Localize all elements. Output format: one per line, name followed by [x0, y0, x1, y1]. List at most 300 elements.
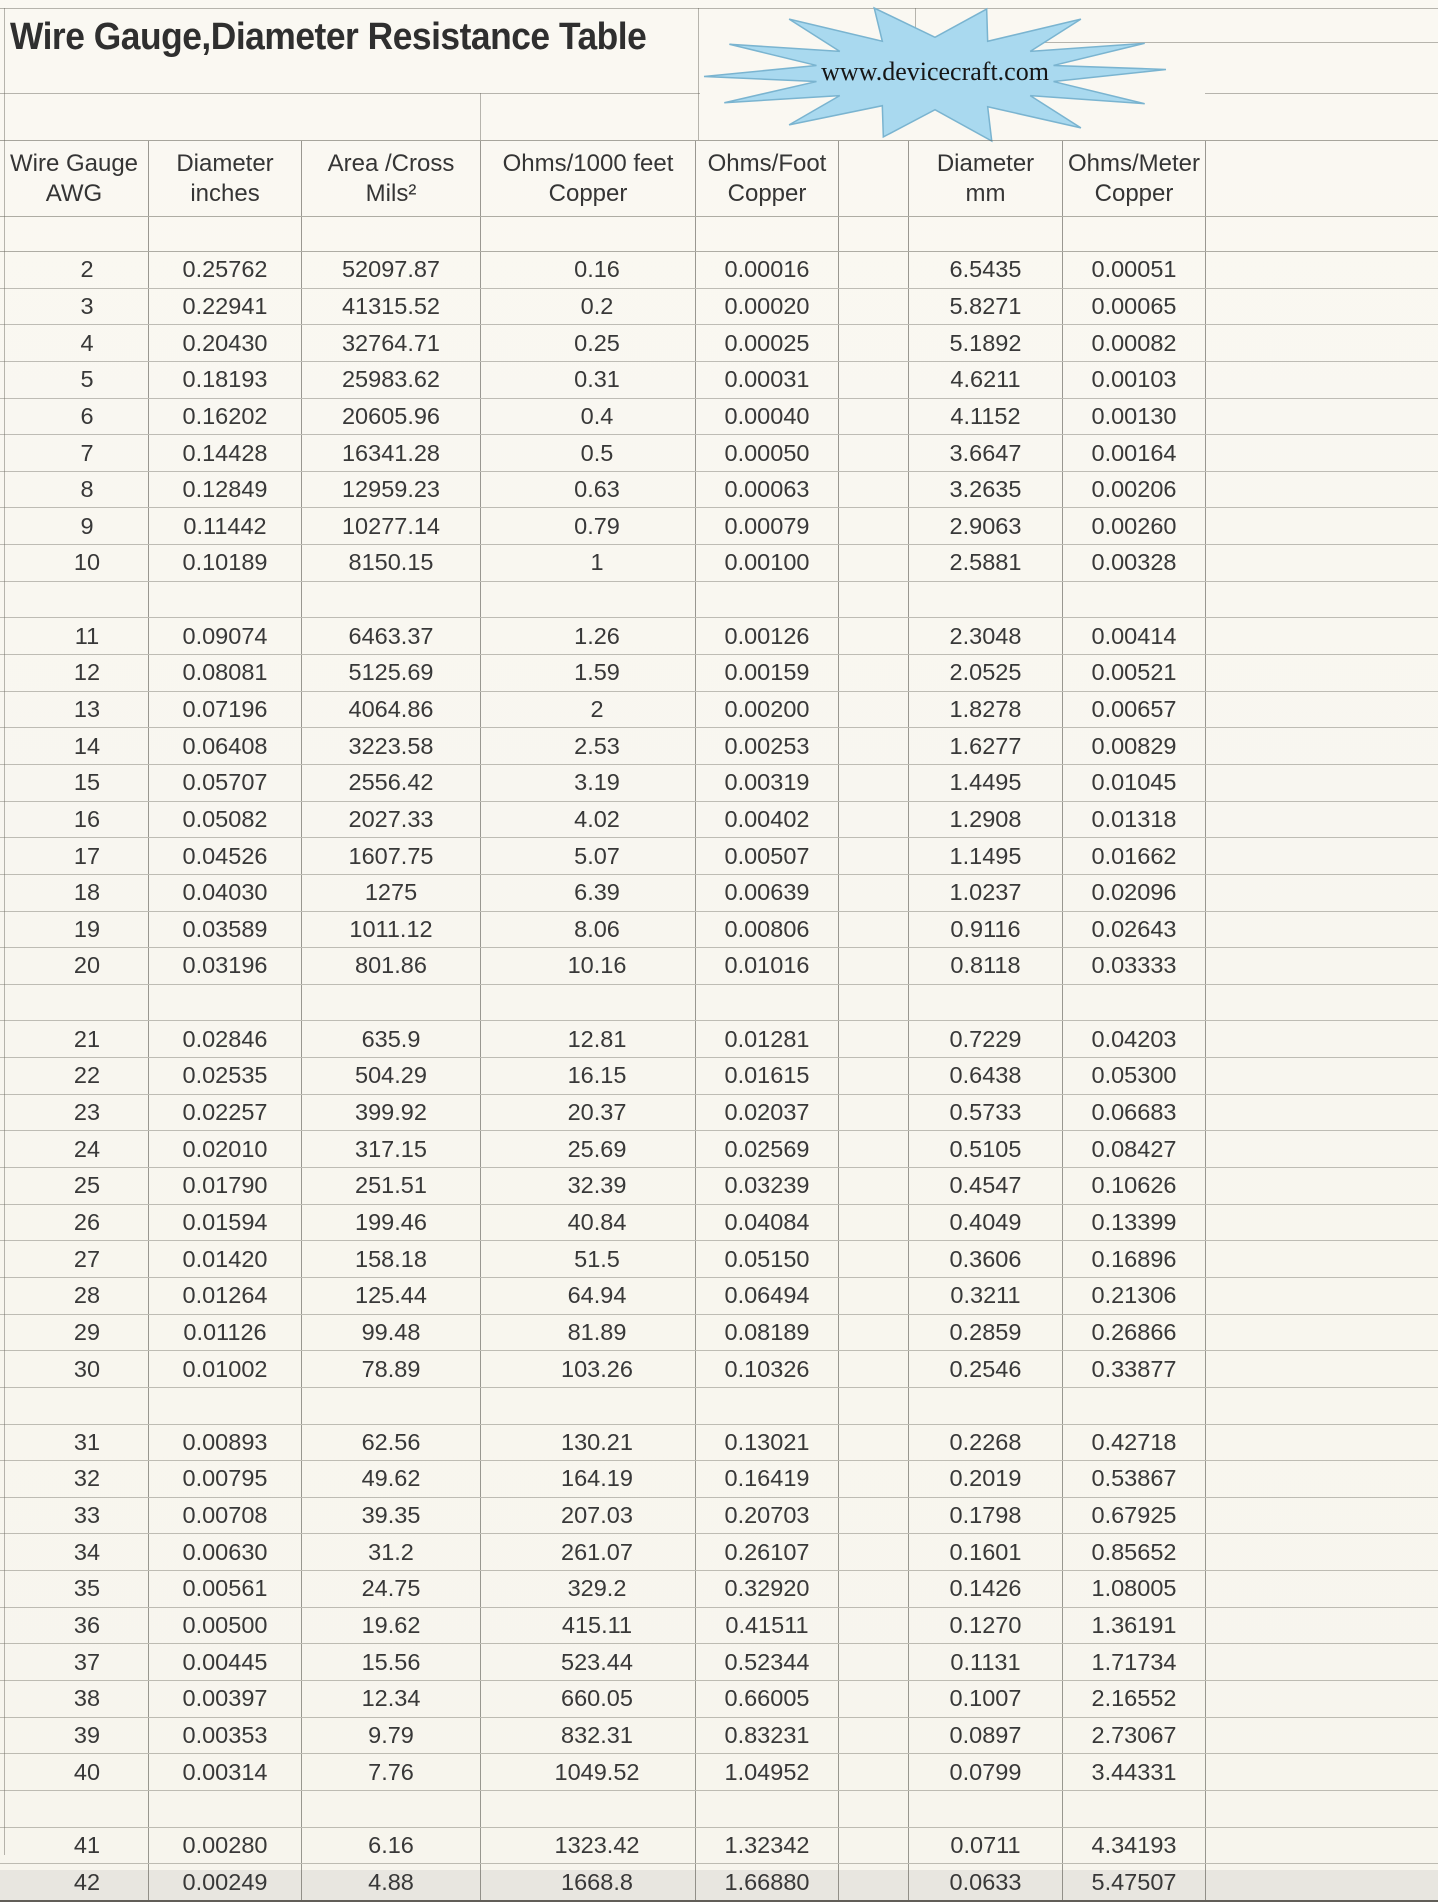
cell-margin — [1205, 545, 1438, 581]
cell-gap — [838, 1095, 908, 1131]
cell-margin — [1205, 325, 1438, 361]
cell-diameter-mm — [908, 1791, 1062, 1827]
cell-awg: 8 — [80, 476, 94, 503]
cell-awg: 34 — [73, 1538, 101, 1565]
cell-margin — [1205, 1388, 1438, 1424]
cell-diameter-mm: 0.0799 — [908, 1754, 1062, 1790]
starburst-badge — [702, 3, 1168, 144]
cell-diameter-inches: 0.02010 — [148, 1131, 301, 1167]
cell-ohms-meter: 0.21306 — [1062, 1278, 1205, 1314]
cell-margin — [1205, 1058, 1438, 1094]
cell-gap — [838, 325, 908, 361]
cell-ohms-foot: 1.32342 — [695, 1828, 838, 1864]
cell-awg: 5 — [80, 366, 94, 393]
cell-margin — [1205, 1168, 1438, 1204]
cell-diameter-inches — [148, 985, 301, 1021]
cell-ohms-1000ft — [480, 985, 695, 1021]
cell-diameter-inches: 0.02257 — [148, 1095, 301, 1131]
cell-gap — [838, 1608, 908, 1644]
cell-ohms-meter: 3.44331 — [1062, 1754, 1205, 1790]
table-row — [0, 1681, 1438, 1718]
cell-margin — [1205, 728, 1438, 764]
cell-margin — [1205, 1681, 1438, 1717]
cell-ohms-foot: 0.02037 — [695, 1095, 838, 1131]
cell-ohms-foot: 0.20703 — [695, 1498, 838, 1534]
cell-ohms-meter — [1062, 582, 1205, 618]
cell-margin — [1205, 289, 1438, 325]
cell-area-mils — [301, 582, 480, 618]
cell-gap — [838, 1754, 908, 1790]
cell-awg — [0, 582, 148, 618]
cell-ohms-foot: 0.00020 — [695, 289, 838, 325]
table-row — [0, 1644, 1438, 1681]
cell-ohms-foot: 0.41511 — [695, 1608, 838, 1644]
cell-ohms-meter: 0.00206 — [1062, 472, 1205, 508]
column-header-line2: AWG — [45, 179, 103, 207]
cell-diameter-mm: 1.1495 — [908, 838, 1062, 874]
cell-diameter-mm: 0.2859 — [908, 1315, 1062, 1351]
cell-diameter-mm: 2.3048 — [908, 618, 1062, 654]
cell-ohms-meter: 0.01045 — [1062, 765, 1205, 801]
cell-margin — [1205, 692, 1438, 728]
cell-margin — [1205, 875, 1438, 911]
cell-ohms-meter: 0.00414 — [1062, 618, 1205, 654]
cell-diameter-inches: 0.22941 — [148, 289, 301, 325]
table-row — [0, 1131, 1438, 1168]
cell-gap — [838, 1718, 908, 1754]
table-row — [0, 655, 1438, 692]
spacer-cell — [1062, 217, 1205, 251]
cell-margin — [1205, 362, 1438, 398]
cell-diameter-inches: 0.00314 — [148, 1754, 301, 1790]
cell-gap — [838, 1058, 908, 1094]
cell-ohms-meter: 0.00829 — [1062, 728, 1205, 764]
table-row — [0, 765, 1438, 802]
table-row — [0, 289, 1438, 326]
cell-ohms-meter — [1062, 985, 1205, 1021]
cell-margin — [1205, 948, 1438, 984]
cell-ohms-1000ft: 415.11 — [480, 1608, 695, 1644]
cell-ohms-meter: 1.36191 — [1062, 1608, 1205, 1644]
cell-margin — [1205, 1425, 1438, 1461]
spacer-cell — [301, 217, 480, 251]
cell-ohms-meter: 5.47507 — [1062, 1864, 1205, 1900]
cell-diameter-inches: 0.10189 — [148, 545, 301, 581]
cell-ohms-1000ft: 1 — [480, 545, 695, 581]
cell-awg: 26 — [73, 1208, 101, 1235]
cell-awg: 3 — [80, 292, 94, 319]
column-header-line2: Copper — [727, 179, 807, 207]
column-header-area-mils — [301, 141, 480, 216]
cell-ohms-foot: 0.00639 — [695, 875, 838, 911]
cell-ohms-foot: 0.00507 — [695, 838, 838, 874]
cell-ohms-1000ft — [480, 1388, 695, 1424]
cell-gap — [838, 1498, 908, 1534]
website-url: www.devicecraft.com — [821, 57, 1049, 86]
cell-ohms-foot — [695, 985, 838, 1021]
table-row — [0, 1278, 1438, 1315]
cell-area-mils: 199.46 — [301, 1205, 480, 1241]
cell-ohms-1000ft: 1323.42 — [480, 1828, 695, 1864]
cell-awg: 29 — [73, 1318, 101, 1345]
cell-ohms-foot: 0.32920 — [695, 1571, 838, 1607]
cell-ohms-meter: 0.01318 — [1062, 802, 1205, 838]
table-row — [0, 1571, 1438, 1608]
cell-area-mils: 504.29 — [301, 1058, 480, 1094]
cell-ohms-meter: 0.00065 — [1062, 289, 1205, 325]
table-row — [0, 1828, 1438, 1865]
cell-awg: 30 — [73, 1355, 101, 1382]
cell-diameter-mm: 0.2546 — [908, 1351, 1062, 1387]
cell-margin — [1205, 1864, 1438, 1900]
cell-ohms-1000ft: 0.4 — [480, 399, 695, 435]
cell-diameter-mm: 2.9063 — [908, 508, 1062, 544]
spacer-cell — [480, 217, 695, 251]
cell-awg: 19 — [73, 915, 101, 942]
column-header-margin — [1205, 141, 1438, 216]
cell-gap — [838, 1205, 908, 1241]
cell-area-mils: 2027.33 — [301, 802, 480, 838]
cell-ohms-meter: 0.03333 — [1062, 948, 1205, 984]
cell-gap — [838, 1864, 908, 1900]
cell-ohms-meter: 0.02096 — [1062, 875, 1205, 911]
cell-diameter-inches: 0.04526 — [148, 838, 301, 874]
cell-ohms-meter: 0.05300 — [1062, 1058, 1205, 1094]
wire-gauge-table — [0, 140, 1438, 1902]
cell-area-mils: 635.9 — [301, 1021, 480, 1057]
cell-ohms-meter: 0.00657 — [1062, 692, 1205, 728]
cell-ohms-1000ft: 523.44 — [480, 1644, 695, 1680]
cell-margin — [1205, 1608, 1438, 1644]
cell-diameter-mm: 1.6277 — [908, 728, 1062, 764]
cell-area-mils: 4.88 — [301, 1864, 480, 1900]
cell-awg: 2 — [80, 256, 94, 283]
cell-diameter-mm: 0.4547 — [908, 1168, 1062, 1204]
cell-ohms-1000ft: 2 — [480, 692, 695, 728]
table-row — [0, 1718, 1438, 1755]
cell-gap — [838, 362, 908, 398]
table-row — [0, 1205, 1438, 1242]
cell-area-mils: 24.75 — [301, 1571, 480, 1607]
cell-diameter-inches: 0.11442 — [148, 508, 301, 544]
cell-ohms-foot: 0.01016 — [695, 948, 838, 984]
cell-awg: 7 — [80, 439, 94, 466]
spacer-cell — [908, 217, 1062, 251]
column-header-line1: Ohms/1000 feet — [502, 150, 674, 178]
cell-gap — [838, 1315, 908, 1351]
cell-area-mils: 5125.69 — [301, 655, 480, 691]
cell-diameter-inches: 0.14428 — [148, 435, 301, 471]
table-row — [0, 1864, 1438, 1902]
cell-ohms-foot: 0.02569 — [695, 1131, 838, 1167]
cell-awg: 9 — [80, 512, 94, 539]
cell-diameter-inches: 0.04030 — [148, 875, 301, 911]
cell-awg: 31 — [73, 1428, 101, 1455]
cell-diameter-inches: 0.01790 — [148, 1168, 301, 1204]
cell-gap — [838, 399, 908, 435]
cell-ohms-1000ft: 51.5 — [480, 1241, 695, 1277]
cell-ohms-foot: 0.00319 — [695, 765, 838, 801]
cell-gap — [838, 1791, 908, 1827]
cell-area-mils: 62.56 — [301, 1425, 480, 1461]
cell-ohms-1000ft: 8.06 — [480, 912, 695, 948]
cell-ohms-meter: 0.13399 — [1062, 1205, 1205, 1241]
column-header-diameter-inches — [148, 141, 301, 216]
cell-ohms-foot: 0.05150 — [695, 1241, 838, 1277]
cell-ohms-meter: 4.34193 — [1062, 1828, 1205, 1864]
cell-margin — [1205, 618, 1438, 654]
cell-ohms-1000ft: 1668.8 — [480, 1864, 695, 1900]
cell-ohms-1000ft: 1.59 — [480, 655, 695, 691]
cell-area-mils: 317.15 — [301, 1131, 480, 1167]
cell-diameter-inches: 0.00500 — [148, 1608, 301, 1644]
cell-area-mils: 10277.14 — [301, 508, 480, 544]
cell-gap — [838, 985, 908, 1021]
cell-ohms-foot: 0.03239 — [695, 1168, 838, 1204]
cell-gap — [838, 435, 908, 471]
column-header-line1: Diameter — [936, 150, 1035, 178]
cell-awg: 10 — [73, 549, 101, 576]
cell-area-mils: 31.2 — [301, 1534, 480, 1570]
cell-ohms-1000ft: 329.2 — [480, 1571, 695, 1607]
cell-diameter-inches: 0.02535 — [148, 1058, 301, 1094]
cell-ohms-meter: 0.08427 — [1062, 1131, 1205, 1167]
cell-ohms-1000ft: 1049.52 — [480, 1754, 695, 1790]
table-body — [0, 252, 1438, 1902]
cell-ohms-meter: 0.53867 — [1062, 1461, 1205, 1497]
cell-diameter-mm: 0.3211 — [908, 1278, 1062, 1314]
column-header-line2: mm — [965, 179, 1006, 207]
cell-awg: 22 — [73, 1062, 101, 1089]
cell-margin — [1205, 1095, 1438, 1131]
table-row — [0, 1058, 1438, 1095]
column-header-ohms-1000ft — [480, 141, 695, 216]
cell-awg: 4 — [80, 329, 94, 356]
cell-area-mils: 12959.23 — [301, 472, 480, 508]
cell-ohms-1000ft: 0.2 — [480, 289, 695, 325]
cell-area-mils: 78.89 — [301, 1351, 480, 1387]
cell-ohms-meter: 0.10626 — [1062, 1168, 1205, 1204]
group-spacer-row — [0, 582, 1438, 619]
cell-diameter-inches: 0.02846 — [148, 1021, 301, 1057]
cell-area-mils: 41315.52 — [301, 289, 480, 325]
spacer-cell — [1205, 217, 1438, 251]
cell-ohms-1000ft — [480, 582, 695, 618]
table-row — [0, 802, 1438, 839]
column-header-line1: Diameter — [176, 150, 274, 178]
cell-gap — [838, 1388, 908, 1424]
cell-ohms-1000ft: 10.16 — [480, 948, 695, 984]
cell-area-mils: 6463.37 — [301, 618, 480, 654]
cell-diameter-mm: 5.8271 — [908, 289, 1062, 325]
cell-diameter-inches: 0.01126 — [148, 1315, 301, 1351]
cell-diameter-inches: 0.09074 — [148, 618, 301, 654]
cell-margin — [1205, 1131, 1438, 1167]
cell-diameter-mm: 0.2019 — [908, 1461, 1062, 1497]
cell-ohms-foot: 0.00040 — [695, 399, 838, 435]
cell-margin — [1205, 252, 1438, 288]
cell-margin — [1205, 1351, 1438, 1387]
table-row — [0, 399, 1438, 436]
cell-awg: 35 — [73, 1575, 101, 1602]
page-title: Wire Gauge,Diameter Resistance Table — [10, 16, 647, 58]
cell-gap — [838, 948, 908, 984]
cell-gap — [838, 289, 908, 325]
cell-area-mils: 32764.71 — [301, 325, 480, 361]
cell-diameter-mm: 0.1798 — [908, 1498, 1062, 1534]
cell-diameter-mm: 0.3606 — [908, 1241, 1062, 1277]
cell-ohms-meter — [1062, 1791, 1205, 1827]
cell-ohms-1000ft: 20.37 — [480, 1095, 695, 1131]
table-row — [0, 1168, 1438, 1205]
cell-ohms-foot: 0.83231 — [695, 1718, 838, 1754]
cell-ohms-foot: 0.16419 — [695, 1461, 838, 1497]
cell-ohms-1000ft: 832.31 — [480, 1718, 695, 1754]
cell-diameter-inches: 0.08081 — [148, 655, 301, 691]
cell-area-mils: 39.35 — [301, 1498, 480, 1534]
cell-area-mils — [301, 985, 480, 1021]
cell-diameter-inches: 0.00249 — [148, 1864, 301, 1900]
cell-diameter-inches: 0.00397 — [148, 1681, 301, 1717]
cell-gap — [838, 728, 908, 764]
cell-area-mils: 49.62 — [301, 1461, 480, 1497]
table-row — [0, 912, 1438, 949]
table-row — [0, 875, 1438, 912]
cell-gap — [838, 838, 908, 874]
cell-ohms-1000ft: 4.02 — [480, 802, 695, 838]
column-header-diameter-mm — [908, 141, 1062, 216]
cell-margin — [1205, 655, 1438, 691]
column-header-line1: Ohms/Meter — [1067, 150, 1201, 178]
column-header-line2: Copper — [1094, 179, 1174, 207]
cell-diameter-inches: 0.05082 — [148, 802, 301, 838]
cell-ohms-meter: 0.00328 — [1062, 545, 1205, 581]
cell-gap — [838, 1278, 908, 1314]
cell-area-mils: 4064.86 — [301, 692, 480, 728]
cell-ohms-foot: 0.00016 — [695, 252, 838, 288]
cell-gap — [838, 692, 908, 728]
cell-ohms-1000ft: 0.5 — [480, 435, 695, 471]
cell-margin — [1205, 582, 1438, 618]
cell-ohms-1000ft: 0.63 — [480, 472, 695, 508]
cell-ohms-meter: 0.01662 — [1062, 838, 1205, 874]
cell-ohms-foot: 1.04952 — [695, 1754, 838, 1790]
cell-ohms-foot: 0.00063 — [695, 472, 838, 508]
cell-margin — [1205, 1498, 1438, 1534]
cell-ohms-1000ft: 207.03 — [480, 1498, 695, 1534]
cell-ohms-foot: 0.00126 — [695, 618, 838, 654]
cell-ohms-foot: 0.08189 — [695, 1315, 838, 1351]
cell-diameter-inches: 0.12849 — [148, 472, 301, 508]
cell-ohms-1000ft: 0.25 — [480, 325, 695, 361]
cell-diameter-mm: 0.0633 — [908, 1864, 1062, 1900]
cell-diameter-mm: 0.7229 — [908, 1021, 1062, 1057]
cell-gap — [838, 1351, 908, 1387]
cell-awg: 33 — [73, 1502, 101, 1529]
cell-diameter-inches: 0.03589 — [148, 912, 301, 948]
cell-ohms-1000ft: 64.94 — [480, 1278, 695, 1314]
cell-gap — [838, 1644, 908, 1680]
cell-ohms-foot: 0.00200 — [695, 692, 838, 728]
cell-gap — [838, 1571, 908, 1607]
table-row — [0, 1351, 1438, 1388]
cell-gap — [838, 252, 908, 288]
cell-ohms-foot — [695, 1791, 838, 1827]
cell-diameter-inches: 0.01420 — [148, 1241, 301, 1277]
cell-ohms-foot: 0.26107 — [695, 1534, 838, 1570]
cell-awg: 6 — [80, 402, 94, 429]
cell-ohms-1000ft — [480, 1791, 695, 1827]
cell-ohms-1000ft: 130.21 — [480, 1425, 695, 1461]
cell-area-mils: 1275 — [301, 875, 480, 911]
table-row — [0, 1461, 1438, 1498]
column-header-gap — [838, 141, 908, 216]
cell-margin — [1205, 399, 1438, 435]
cell-ohms-1000ft: 5.07 — [480, 838, 695, 874]
cell-awg: 16 — [73, 805, 101, 832]
column-header-line2: Mils² — [365, 179, 417, 207]
cell-area-mils: 801.86 — [301, 948, 480, 984]
cell-awg: 18 — [73, 879, 101, 906]
cell-awg: 42 — [73, 1868, 101, 1895]
cell-ohms-foot: 0.00100 — [695, 545, 838, 581]
cell-diameter-inches — [148, 1388, 301, 1424]
cell-diameter-mm: 0.1601 — [908, 1534, 1062, 1570]
cell-ohms-foot: 0.52344 — [695, 1644, 838, 1680]
cell-awg: 11 — [74, 622, 100, 649]
cell-ohms-meter: 0.67925 — [1062, 1498, 1205, 1534]
cell-ohms-meter: 0.00260 — [1062, 508, 1205, 544]
cell-diameter-mm: 0.1007 — [908, 1681, 1062, 1717]
cell-ohms-meter: 0.00130 — [1062, 399, 1205, 435]
cell-diameter-mm: 0.2268 — [908, 1425, 1062, 1461]
cell-area-mils — [301, 1388, 480, 1424]
cell-awg: 24 — [73, 1135, 101, 1162]
cell-awg: 20 — [73, 952, 101, 979]
cell-awg: 14 — [73, 732, 101, 759]
cell-margin — [1205, 1754, 1438, 1790]
cell-margin — [1205, 1828, 1438, 1864]
table-row — [0, 838, 1438, 875]
cell-area-mils: 99.48 — [301, 1315, 480, 1351]
cell-ohms-foot: 0.00050 — [695, 435, 838, 471]
cell-ohms-meter: 2.16552 — [1062, 1681, 1205, 1717]
cell-ohms-1000ft: 1.26 — [480, 618, 695, 654]
cell-diameter-mm — [908, 985, 1062, 1021]
column-header-ohms-foot — [695, 141, 838, 216]
table-row — [0, 325, 1438, 362]
spacer-cell — [148, 217, 301, 251]
cell-margin — [1205, 1278, 1438, 1314]
cell-diameter-mm: 0.4049 — [908, 1205, 1062, 1241]
cell-gap — [838, 1021, 908, 1057]
cell-ohms-meter: 0.16896 — [1062, 1241, 1205, 1277]
cell-area-mils: 19.62 — [301, 1608, 480, 1644]
cell-diameter-inches — [148, 1791, 301, 1827]
cell-gap — [838, 655, 908, 691]
cell-gap — [838, 472, 908, 508]
cell-ohms-foot: 0.01281 — [695, 1021, 838, 1057]
cell-area-mils: 15.56 — [301, 1644, 480, 1680]
cell-margin — [1205, 838, 1438, 874]
cell-margin — [1205, 1644, 1438, 1680]
cell-ohms-foot: 0.00253 — [695, 728, 838, 764]
cell-gap — [838, 1681, 908, 1717]
cell-ohms-1000ft: 3.19 — [480, 765, 695, 801]
table-row — [0, 1241, 1438, 1278]
cell-diameter-mm: 2.5881 — [908, 545, 1062, 581]
cell-ohms-1000ft: 81.89 — [480, 1315, 695, 1351]
